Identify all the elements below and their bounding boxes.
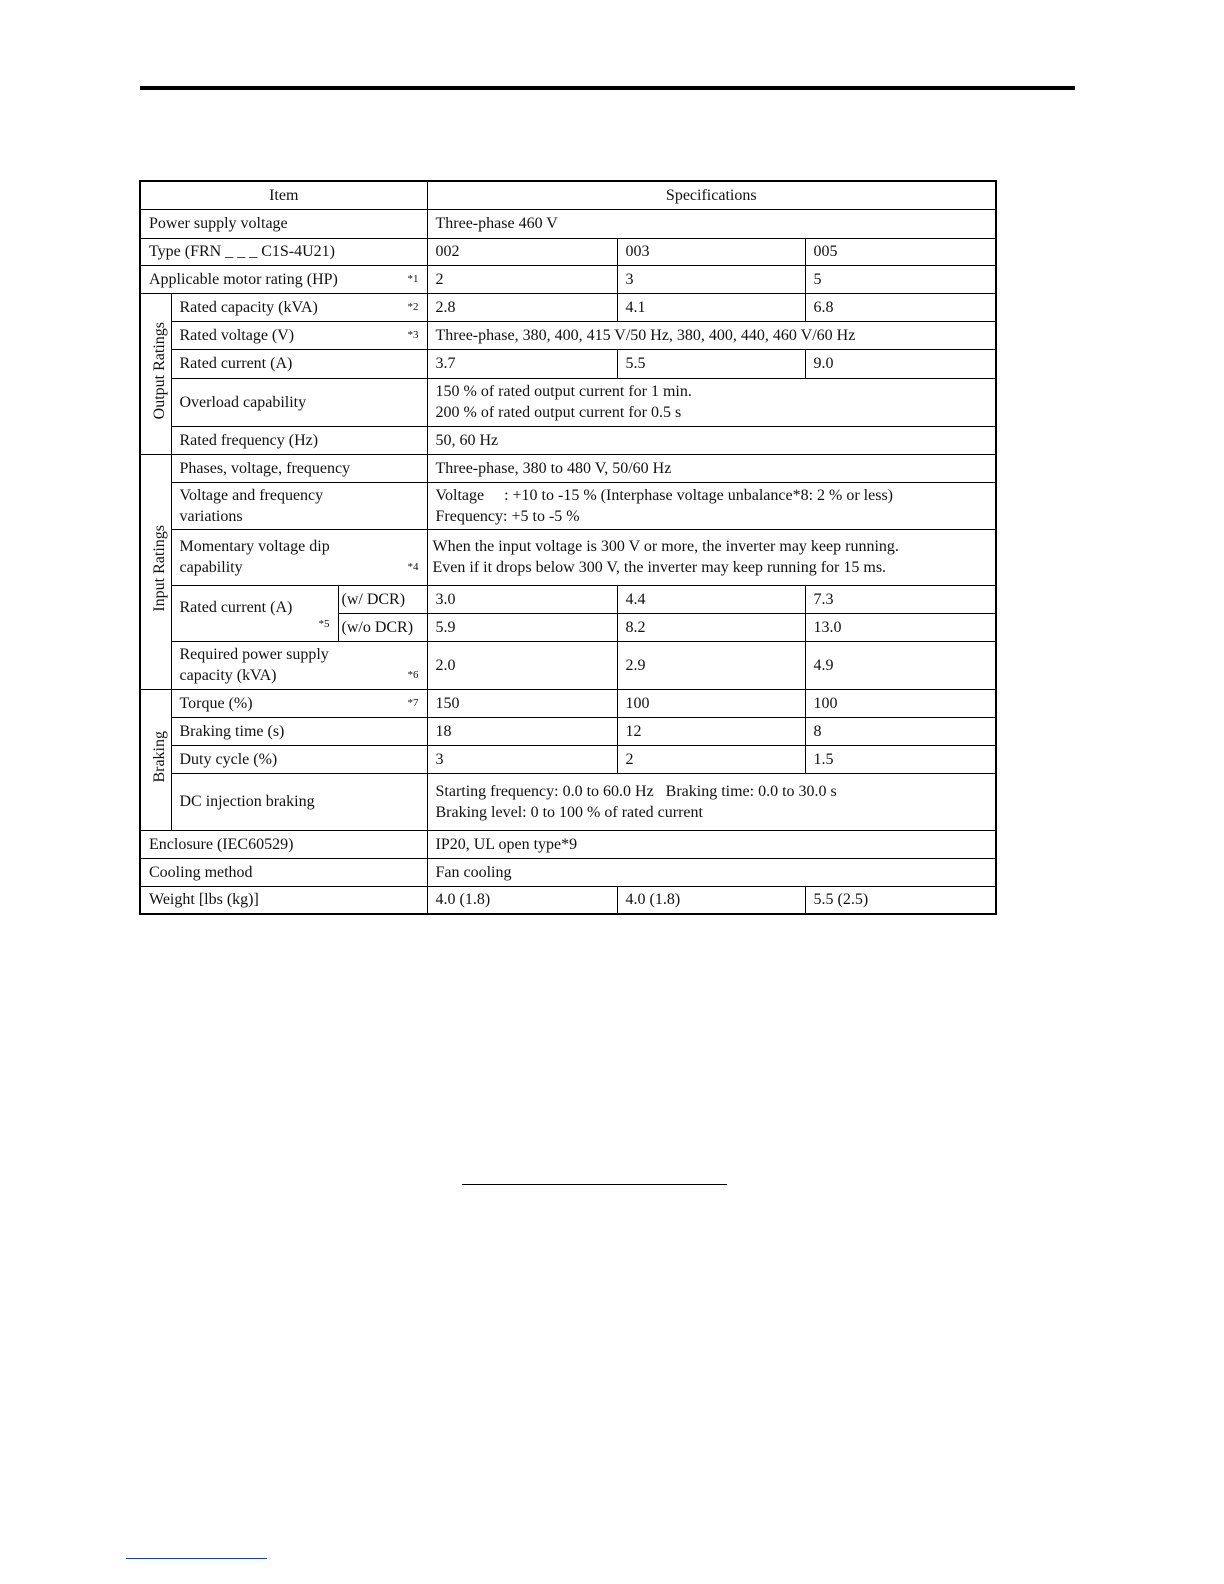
top-rule <box>140 86 1075 90</box>
value-line: When the input voltage is 300 V or more, the inverter may keep running. <box>432 538 899 555</box>
row-label: DC injection braking <box>171 773 427 830</box>
cell-value: 2.9 <box>617 641 805 689</box>
row-label: Duty cycle (%) <box>171 745 427 773</box>
footnote-marker: *5 <box>318 617 330 630</box>
table-row <box>140 689 996 717</box>
row-label: Phases, voltage, frequency <box>171 454 427 482</box>
table-row <box>140 321 996 349</box>
table-row <box>140 238 996 265</box>
specifications-table <box>139 180 997 915</box>
cell-value: 5.5 <box>617 349 805 378</box>
cell-value: 3.0 <box>427 585 617 613</box>
cell-value: 2 <box>427 265 617 293</box>
footnote-marker: *1 <box>407 272 419 285</box>
row-value <box>427 378 996 426</box>
label-text: Rated current (A) <box>179 598 293 616</box>
group-label: Braking <box>151 730 168 783</box>
group-braking <box>140 689 171 830</box>
bottom-link-rule <box>126 1558 267 1559</box>
table-row <box>140 717 996 745</box>
cell-value: 5.5 (2.5) <box>805 886 996 914</box>
label-text: capability <box>179 559 243 576</box>
row-label: Braking time (s) <box>171 717 427 745</box>
value-line: Braking level: 0 to 100 % of rated current <box>435 803 703 821</box>
table-row <box>140 529 996 585</box>
row-label <box>171 321 427 349</box>
table-row <box>140 585 996 613</box>
label-line <box>180 665 419 686</box>
sub-label: (w/ DCR) <box>338 585 427 613</box>
cell-value: 7.3 <box>805 585 996 613</box>
label-line: Momentary voltage dip <box>179 538 330 555</box>
row-label <box>171 689 427 717</box>
cell-value: 8 <box>805 717 996 745</box>
header-row <box>140 181 996 209</box>
row-label: Rated current (A) <box>171 349 427 378</box>
cell-value: 12 <box>617 717 805 745</box>
row-label <box>171 641 427 689</box>
group-input-ratings <box>140 454 171 689</box>
value-line: 150 % of rated output current for 1 min. <box>435 383 692 400</box>
cell-value: 3 <box>617 265 805 293</box>
value-line: Starting frequency: 0.0 to 60.0 Hz Braking time: 0.0 to 30.0 s <box>435 782 837 800</box>
cell-value: 100 <box>617 689 805 717</box>
cell-value: 13.0 <box>805 613 996 641</box>
row-value: IP20, UL open type*9 <box>427 830 996 858</box>
row-label <box>171 482 427 529</box>
footnote-marker: *3 <box>407 328 419 341</box>
cell-value: 2.0 <box>427 641 617 689</box>
row-label-text: Rated voltage (V) <box>179 326 295 344</box>
header-specifications: Specifications <box>427 181 996 209</box>
row-label-text: Torque (%) <box>179 694 253 712</box>
row-label-text: Rated capacity (kVA) <box>179 298 318 316</box>
row-value <box>427 482 996 529</box>
group-label: Output Ratings <box>151 321 168 420</box>
label-line <box>180 557 419 578</box>
value-line: 200 % of rated output current for 0.5 s <box>435 404 682 421</box>
cell-value: 3 <box>427 745 617 773</box>
group-output-ratings <box>140 293 171 454</box>
row-value <box>427 529 996 585</box>
table-row <box>140 209 996 238</box>
cell-value: 150 <box>427 689 617 717</box>
cell-value: 100 <box>805 689 996 717</box>
header-item: Item <box>140 181 427 209</box>
row-value: Three-phase, 380 to 480 V, 50/60 Hz <box>427 454 996 482</box>
row-label <box>171 293 427 321</box>
row-value: Fan cooling <box>427 858 996 886</box>
row-label: Rated frequency (Hz) <box>171 426 427 454</box>
cell-value: 002 <box>427 238 617 265</box>
row-value: Three-phase 460 V <box>427 209 996 238</box>
cell-value: 4.4 <box>617 585 805 613</box>
label-text: capacity (kVA) <box>179 667 277 684</box>
footnote-separator <box>462 1184 727 1185</box>
label-line: variations <box>179 507 243 525</box>
row-label: Cooling method <box>140 858 427 886</box>
cell-value: 1.5 <box>805 745 996 773</box>
table-row <box>140 745 996 773</box>
cell-value: 2.8 <box>427 293 617 321</box>
row-label: Power supply voltage <box>140 209 427 238</box>
label-line: Required power supply <box>179 646 329 663</box>
cell-value: 8.2 <box>617 613 805 641</box>
footnote-marker: *6 <box>407 669 419 681</box>
table-row <box>140 482 996 529</box>
table-row <box>140 293 996 321</box>
row-value <box>427 773 996 830</box>
row-label: Overload capability <box>171 378 427 426</box>
row-label <box>140 265 427 293</box>
footnote-marker: *2 <box>407 300 419 313</box>
row-label-text: Applicable motor rating (HP) <box>149 270 338 288</box>
row-label <box>171 585 338 641</box>
footnote-marker: *4 <box>407 561 419 573</box>
footnote-marker: *7 <box>407 696 419 709</box>
row-label <box>171 529 427 585</box>
cell-value: 4.0 (1.8) <box>617 886 805 914</box>
row-value: Three-phase, 380, 400, 415 V/50 Hz, 380, 400, 440, 460 V/60 Hz <box>427 321 996 349</box>
row-label: Type (FRN _ _ _ C1S-4U21) <box>140 238 427 265</box>
group-label: Input Ratings <box>151 525 168 612</box>
label-line: Voltage and frequency <box>179 486 324 504</box>
sub-label: (w/o DCR) <box>338 613 427 641</box>
row-label: Enclosure (IEC60529) <box>140 830 427 858</box>
cell-value: 4.1 <box>617 293 805 321</box>
table-row <box>140 886 996 914</box>
table-row <box>140 773 996 830</box>
cell-value: 4.0 (1.8) <box>427 886 617 914</box>
cell-value: 4.9 <box>805 641 996 689</box>
cell-value: 003 <box>617 238 805 265</box>
value-line: Frequency: +5 to -5 % <box>435 507 580 525</box>
cell-value: 18 <box>427 717 617 745</box>
row-label: Weight [lbs (kg)] <box>140 886 427 914</box>
table-row <box>140 858 996 886</box>
table-row <box>140 378 996 426</box>
table-row <box>140 830 996 858</box>
cell-value: 005 <box>805 238 996 265</box>
table-row <box>140 349 996 378</box>
value-line: Even if it drops below 300 V, the inverter may keep running for 15 ms. <box>432 559 887 576</box>
cell-value: 6.8 <box>805 293 996 321</box>
table-row <box>140 426 996 454</box>
table-row <box>140 641 996 689</box>
table-row <box>140 454 996 482</box>
cell-value: 3.7 <box>427 349 617 378</box>
cell-value: 5 <box>805 265 996 293</box>
cell-value: 9.0 <box>805 349 996 378</box>
value-line: Voltage : +10 to -15 % (Interphase voltage unbalance*8: 2 % or less) <box>435 486 893 504</box>
row-value: 50, 60 Hz <box>427 426 996 454</box>
cell-value: 2 <box>617 745 805 773</box>
table-row <box>140 265 996 293</box>
cell-value: 5.9 <box>427 613 617 641</box>
